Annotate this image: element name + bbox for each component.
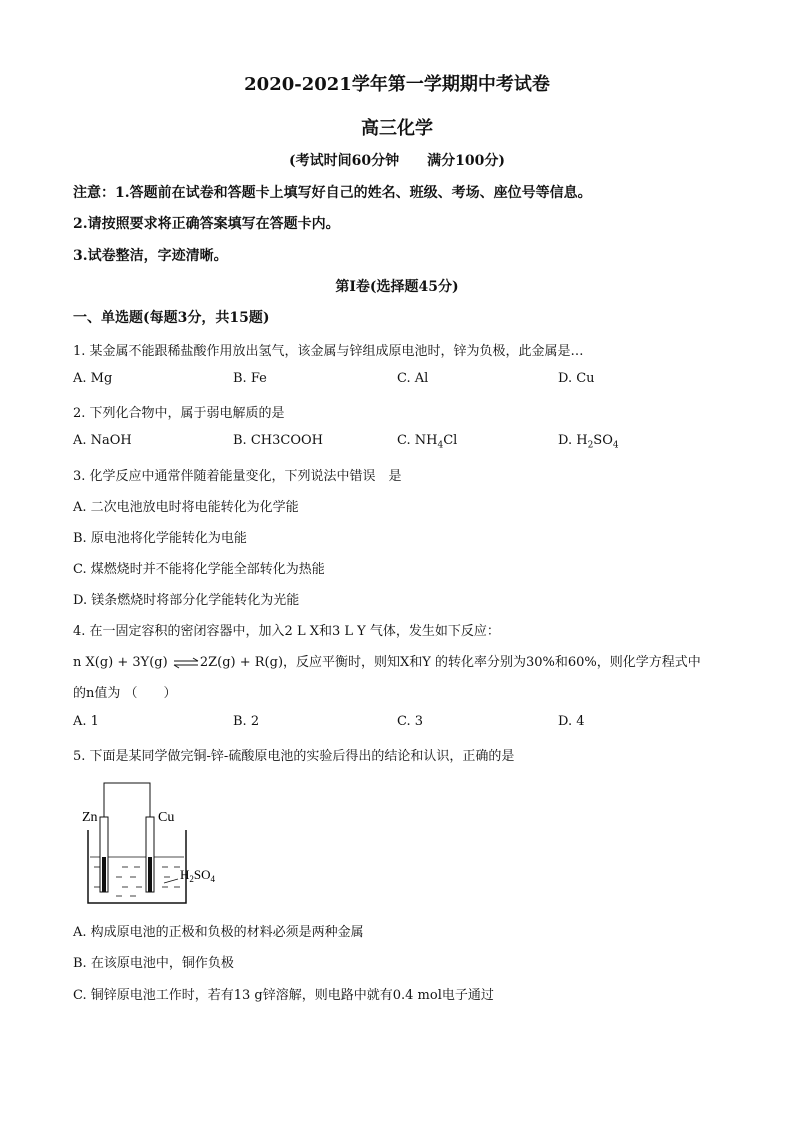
q4-option-a: A. 1 <box>73 714 99 729</box>
q1-option-a: A. Mg <box>73 371 113 386</box>
q4-option-c: C. 3 <box>397 714 424 729</box>
q3-option-c: C. 煤燃烧时并不能将化学能全部转化为热能 <box>73 562 325 577</box>
h2so4-label: $H_2SO_4$ <box>180 867 216 884</box>
q2-option-d: D. $H_2SO_4$ <box>558 433 619 451</box>
cu-label: Cu <box>158 810 175 825</box>
circuit-wire <box>104 783 150 817</box>
q4-line3: 的n值为 （ ） <box>73 686 177 701</box>
exam-time-info: (考试时间60分钟 满分100分) <box>289 153 505 169</box>
q5-option-c: C. 铜锌原电池工作时，若有13 g锌溶解，则电路中就有0.4 mol电子通过 <box>73 988 494 1003</box>
q2-option-b: B. CH3COOH <box>233 433 323 448</box>
q1-option-d: D. Cu <box>558 371 595 386</box>
part-title: 第I卷(选择题45分) <box>335 279 459 295</box>
q4-equation: n X(g) + 3Y(g) 2Z(g) + R(g)，反应平衡时，则知X和Y 的转化率分别为30%和60%，则化学方程式中 <box>73 655 701 670</box>
solution-leader-line <box>164 879 178 883</box>
copper-electrode-immersed <box>148 857 152 892</box>
q1-option-c: C. Al <box>397 371 429 386</box>
q3-option-a: A. 二次电池放电时将电能转化为化学能 <box>73 500 299 515</box>
zinc-electrode-immersed <box>102 857 106 892</box>
note-2: 2.请按照要求将正确答案填写在答题卡内。 <box>73 216 340 232</box>
q2-option-a: A. NaOH <box>73 433 132 448</box>
galvanic-cell-figure <box>78 775 238 910</box>
exam-title: 2020-2021学年第一学期期中考试卷 <box>244 74 550 95</box>
note-3: 3.试卷整洁，字迹清晰。 <box>73 248 228 264</box>
q5-option-b: B. 在该原电池中，铜作负极 <box>73 956 234 971</box>
q4-option-d: D. 4 <box>558 714 585 729</box>
q3-option-d: D. 镁条燃烧时将部分化学能转化为光能 <box>73 593 300 608</box>
zn-label: Zn <box>82 810 98 825</box>
q1-stem: 1. 某金属不能跟稀盐酸作用放出氢气，该金属与锌组成原电池时，锌为负极，此金属是… <box>73 344 584 359</box>
q5-stem: 5. 下面是某同学做完铜-锌-硫酸原电池的实验后得出的结论和认识，正确的是 <box>73 749 515 764</box>
q3-stem: 3. 化学反应中通常伴随着能量变化，下列说法中错误 是 <box>73 469 402 484</box>
q2-option-c: C. $NH_4Cl$ <box>397 433 458 451</box>
exam-subject: 高三化学 <box>361 118 433 139</box>
section-heading: 一、单选题(每题3分，共15题) <box>73 310 270 326</box>
q1-option-b: B. Fe <box>233 371 267 386</box>
q4-stem: 4. 在一固定容积的密闭容器中，加入2 L X和3 L Y 气体，发生如下反应： <box>73 624 500 639</box>
q5-option-a: A. 构成原电池的正极和负极的材料必须是两种金属 <box>73 925 364 940</box>
note-1: 注意：1.答题前在试卷和答题卡上填写好自己的姓名、班级、考场、座位号等信息。 <box>73 185 592 201</box>
q2-stem: 2. 下列化合物中，属于弱电解质的是 <box>73 406 285 421</box>
equilibrium-arrow-icon <box>172 657 200 669</box>
q3-option-b: B. 原电池将化学能转化为电能 <box>73 531 247 546</box>
q4-option-b: B. 2 <box>233 714 260 729</box>
